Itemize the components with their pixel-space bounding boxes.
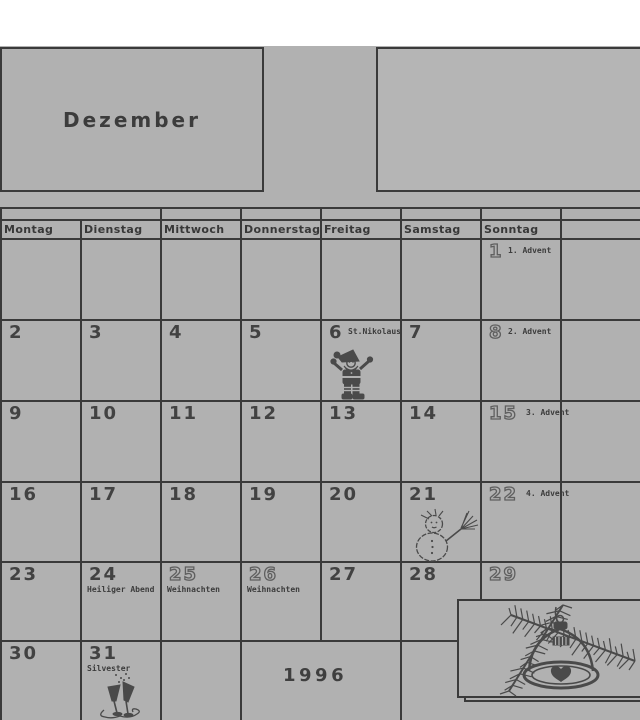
weekday-header-samstag: Samstag [404,223,461,236]
day-number: 6 [329,322,344,343]
christmas-bell-image [457,599,640,698]
day-cell-11[interactable] [162,402,240,481]
day-number: 22 [489,484,519,505]
weekday-header-dienstag: Dienstag [84,223,143,236]
day-note: St.Nikolaus [348,327,401,336]
day-number: 2 [9,322,24,343]
day-cell-30[interactable] [2,642,80,720]
day-cell-1[interactable] [482,240,560,319]
day-number: 14 [409,403,439,424]
day-cell-31[interactable] [82,642,160,720]
day-cell-14[interactable] [402,402,480,481]
day-number: 21 [409,484,439,505]
empty-note-box [376,47,640,192]
day-cell-13[interactable] [322,402,400,481]
snowman-icon [405,507,481,563]
weekday-header-sonntag: Sonntag [484,223,539,236]
weekday-header-montag: Montag [4,223,54,236]
day-cell-7[interactable] [402,321,480,400]
day-number: 11 [169,403,199,424]
day-number: 4 [169,322,184,343]
day-cell-26[interactable] [242,563,320,640]
day-cell-3[interactable] [82,321,160,400]
day-cell-5[interactable] [242,321,320,400]
day-number: 10 [89,403,119,424]
day-number: 3 [89,322,104,343]
day-number: 31 [89,643,119,664]
day-cell-15[interactable] [482,402,570,481]
day-number: 7 [409,322,424,343]
day-number: 12 [249,403,279,424]
day-number: 1 [489,241,504,262]
day-cell-18[interactable] [162,483,240,561]
day-number: 27 [329,564,359,585]
day-number: 16 [9,484,39,505]
day-number: 26 [249,564,279,585]
day-cell-2[interactable] [2,321,80,400]
month-title: Dezember [63,107,201,132]
day-note: 1. Advent [508,246,552,255]
day-number: 19 [249,484,279,505]
day-cell-23[interactable] [2,563,80,640]
day-cell-21[interactable] [402,483,480,561]
day-number: 18 [169,484,199,505]
day-note: Heiliger Abend [87,585,155,594]
day-cell-27[interactable] [322,563,400,640]
day-number: 15 [489,403,519,424]
day-number: 20 [329,484,359,505]
year-label: 1996 [283,665,348,686]
day-cell-19[interactable] [242,483,320,561]
day-note: Silvester [87,664,131,673]
day-cell-20[interactable] [322,483,400,561]
day-cell-17[interactable] [82,483,160,561]
weekday-header-freitag: Freitag [324,223,371,236]
day-cell-9[interactable] [2,402,80,481]
day-cell-6[interactable] [322,321,400,400]
day-number: 24 [89,564,119,585]
day-cell-10[interactable] [82,402,160,481]
weekday-header-mittwoch: Mittwoch [164,223,225,236]
day-number: 8 [489,322,504,343]
day-note: 4. Advent [526,489,570,498]
day-number: 25 [169,564,199,585]
day-note: Weihnachten [167,585,220,594]
day-cell-25[interactable] [162,563,240,640]
day-note: 3. Advent [526,408,570,417]
day-number: 13 [329,403,359,424]
day-number: 29 [489,564,519,585]
santa-icon [330,348,374,402]
champagne-glasses-icon [96,672,146,720]
weekday-header-donnerstag: Donnerstag [244,223,321,236]
day-number: 23 [9,564,39,585]
day-cell-24[interactable] [82,563,160,640]
day-cell-4[interactable] [162,321,240,400]
day-note: 2. Advent [508,327,552,336]
christmas-bell-icon [459,601,640,700]
month-title-box [0,47,264,192]
day-number: 17 [89,484,119,505]
day-number: 5 [249,322,264,343]
day-cell-12[interactable] [242,402,320,481]
day-cell-16[interactable] [2,483,80,561]
day-cell-22[interactable] [482,483,570,561]
day-number: 9 [9,403,24,424]
day-number: 28 [409,564,439,585]
day-cell-8[interactable] [482,321,560,400]
day-note: Weihnachten [247,585,300,594]
day-number: 30 [9,643,39,664]
